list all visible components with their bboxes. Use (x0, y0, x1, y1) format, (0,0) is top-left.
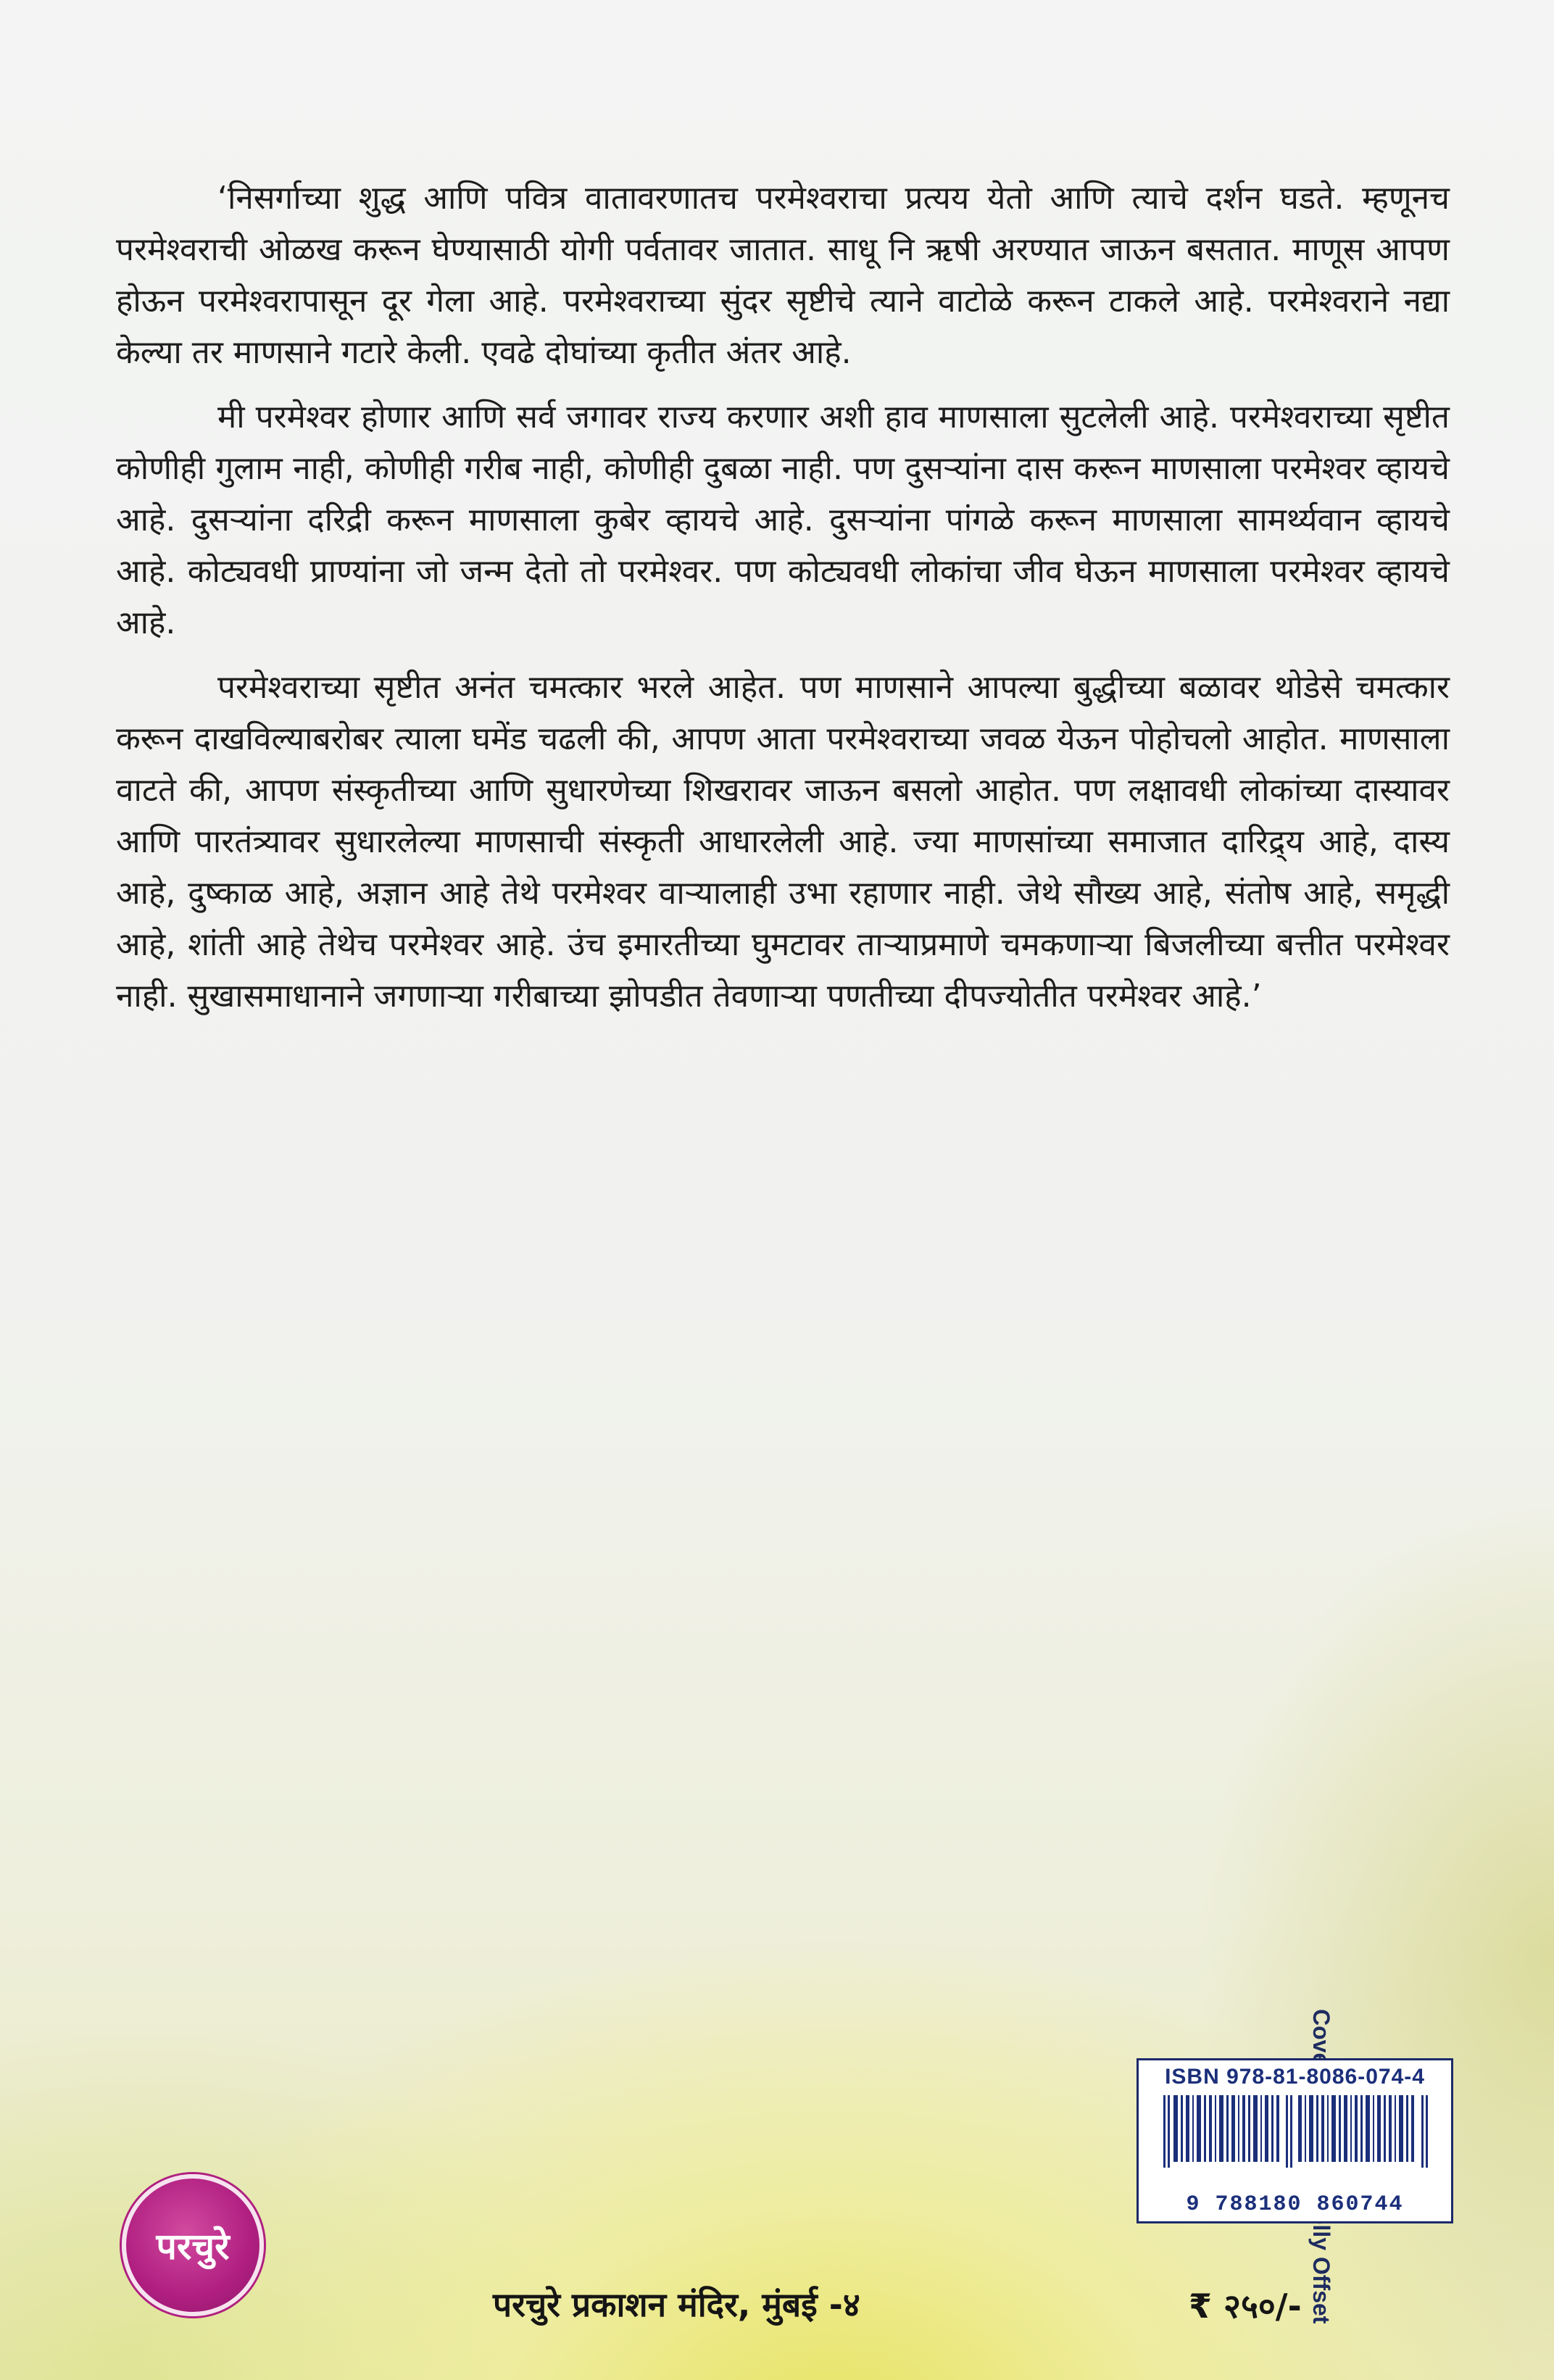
blurb-text (116, 172, 1450, 1035)
blurb-paragraph-2: मी परमेश्वर होणार आणि सर्व जगावर राज्य करणार अशी हाव माणसाला सुटलेली आहे. परमेश्वराच्या सृष्टीत कोणीही गुलाम नाही, कोणीही गरीब नाही, कोणीही दुबळा नाही. पण दुसऱ्यांना दास करून माणसाला परमेश्वर व्हायचे आहे. दुसऱ्यांना दरिद्री करून माणसाला कुबेर व्हायचे आहे. दुसऱ्यांना पांगळे करून माणसाला सामर्थ्यवान व्हायचे आहे. कोट्यवधी प्राण्यांना जो जन्म देतो तो परमेश्वर. पण कोट्यवधी लोकांचा जीव घेऊन माणसाला परमेश्वर व्हायचे आहे. (116, 399, 1450, 641)
publisher-name: परचुरे प्रकाशन मंदिर, मुंबई -४ (493, 2285, 860, 2324)
publisher-logo (122, 2174, 264, 2316)
price: ₹ २५०/- (1189, 2287, 1302, 2326)
isbn-barcode-box (1137, 2058, 1453, 2223)
barcode-icon (1159, 2095, 1434, 2189)
isbn-label: ISBN 978-81-8086-074-4 (1165, 2065, 1425, 2089)
barcode-digits: 9 788180 860744 (1186, 2192, 1404, 2217)
blurb-paragraph-1: ‘निसर्गाच्या शुद्ध आणि पवित्र वातावरणातच परमेश्वराचा प्रत्यय येतो आणि त्याचे दर्शन घडते. म्हणूनच परमेश्वराची ओळख करून घेण्यासाठी योगी पर्वतावर जातात. साधू नि ऋषी अरण्यात जाऊन बसतात. माणूस आपण होऊन परमेश्वरापासून दूर गेला आहे. परमेश्वराच्या सुंदर सृष्टीचे त्याने वाटोळे करून टाकले आहे. परमेश्वराने नद्या केल्या तर माणसाने गटारे केली. एवढे दोघांच्या कृतीत अंतर आहे. (116, 180, 1450, 371)
blurb-paragraph-3: परमेश्वराच्या सृष्टीत अनंत चमत्कार भरले आहेत. पण माणसाने आपल्या बुद्धीच्या बळावर थोडेसे चमत्कार करून दाखविल्याबरोबर त्याला घमेंड चढली की, आपण आता परमेश्वराच्या जवळ येऊन पोहोचलो आहोत. माणसाला वाटते की, आपण संस्कृतीच्या आणि सुधारणेच्या शिखरावर जाऊन बसलो आहोत. पण लक्षावधी लोकांच्या दास्यावर आणि पारतंत्र्यावर सुधारलेल्या माणसाची संस्कृती आधारलेली आहे. ज्या माणसांच्या समाजात दारिद्र्य आहे, दास्य आहे, दुष्काळ आहे, अज्ञान आहे तेथे परमेश्वर वाऱ्यालाही उभा रहाणार नाही. जेथे सौख्य आहे, संतोष आहे, समृद्धी आहे, शांती आहे तेथेच परमेश्वर आहे. उंच इमारतीच्या घुमटावर ताऱ्याप्रमाणे चमकणाऱ्या बिजलीच्या बत्तीत परमेश्वर नाही. सुखासमाधानाने जगणाऱ्या गरीबाच्या झोपडीत तेवणाऱ्या पणतीच्या दीपज्योतीत परमेश्वर आहे.’ (116, 669, 1450, 1015)
publisher-logo-text: परचुरे (156, 2226, 230, 2268)
